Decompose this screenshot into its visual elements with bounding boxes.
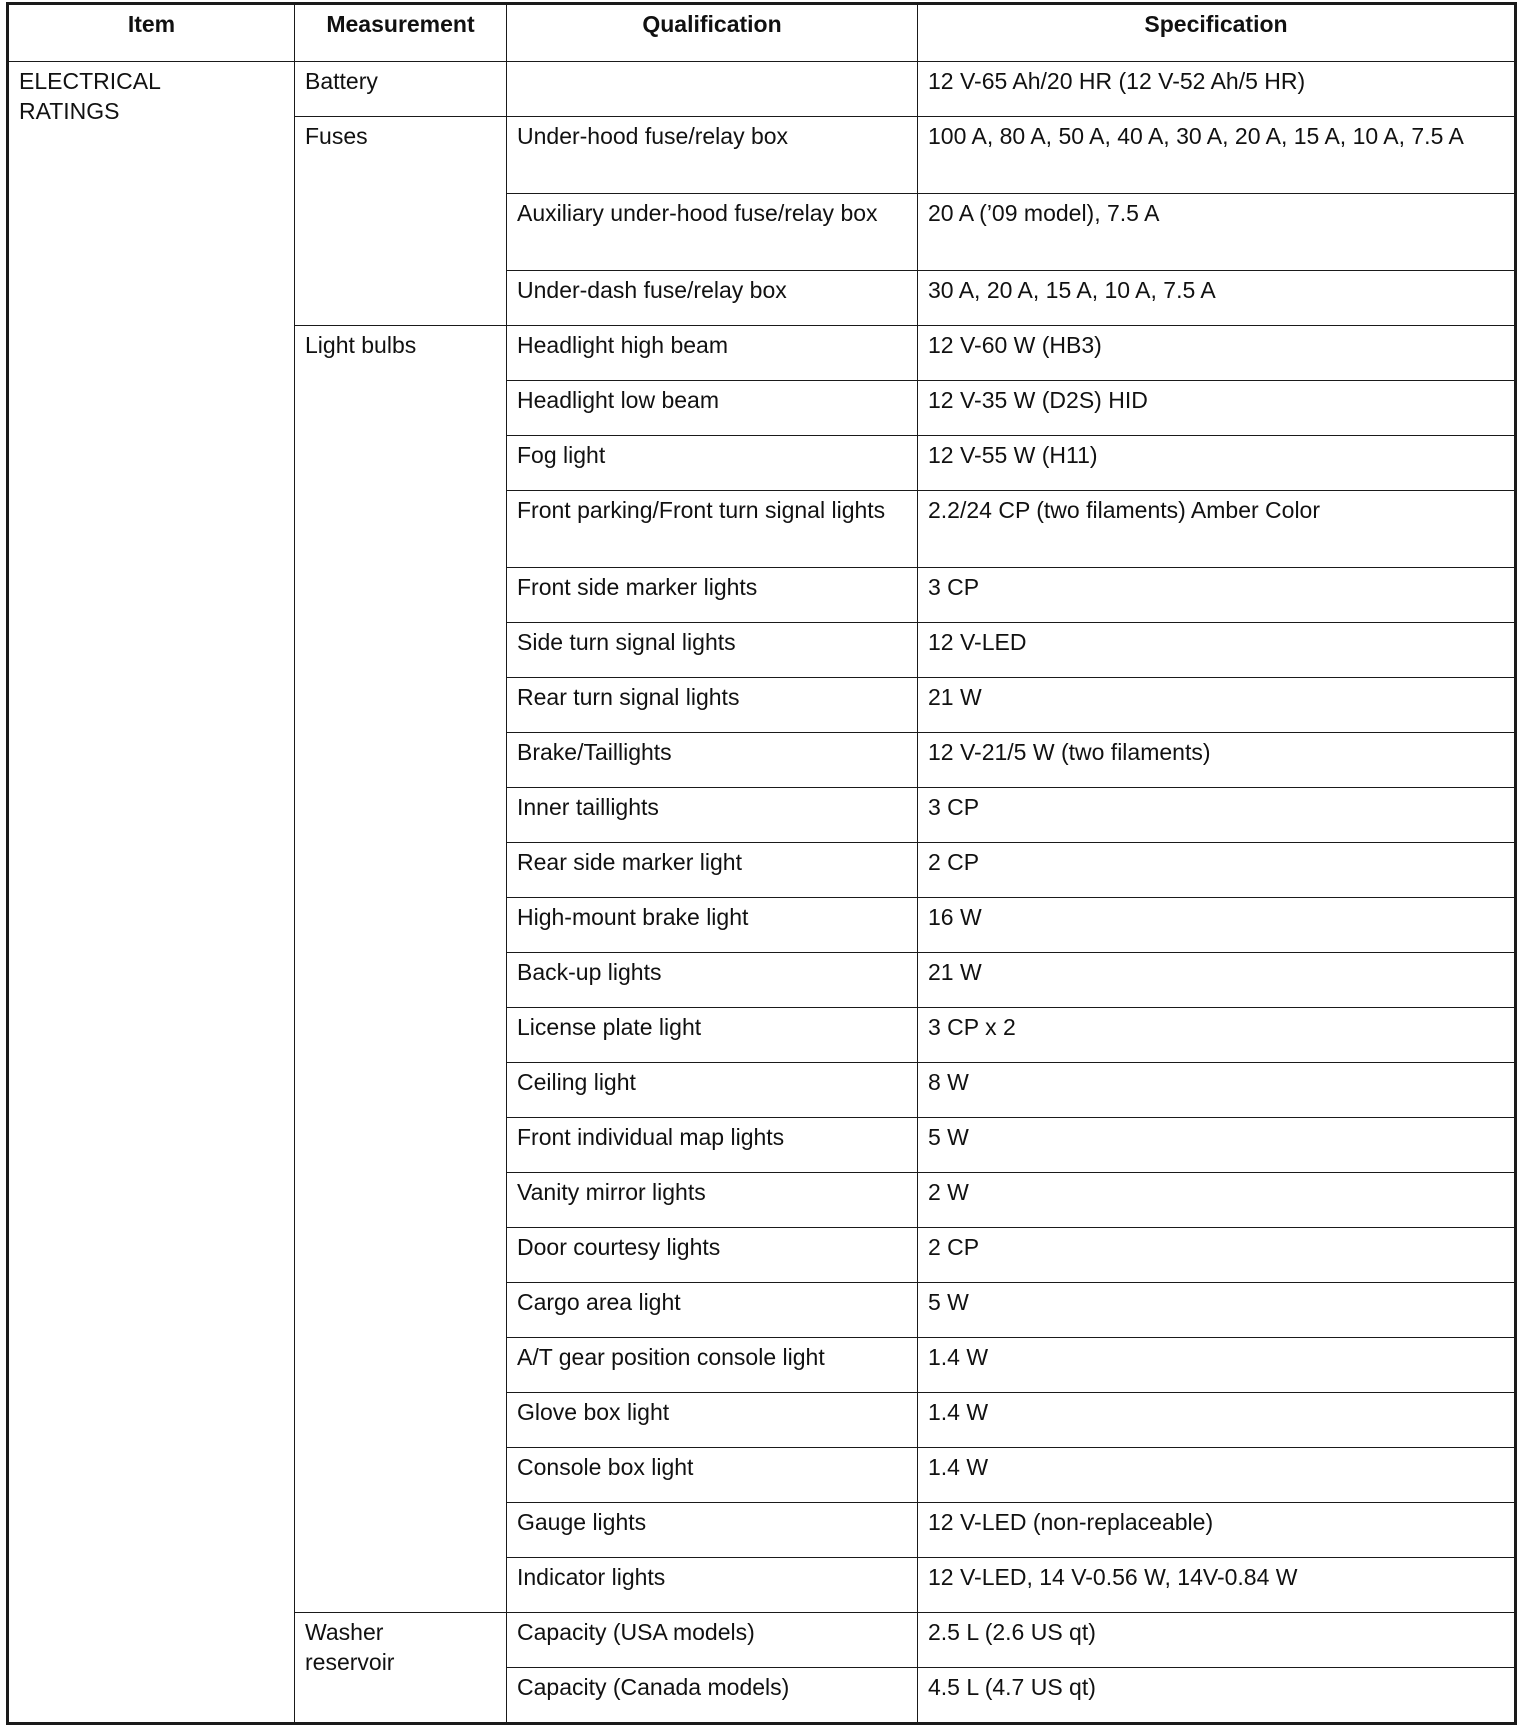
measurement-cell-battery: Battery — [295, 62, 507, 117]
specification-cell: 21 W — [918, 678, 1516, 733]
qualification-cell: Front side marker lights — [507, 568, 918, 623]
qualification-cell: Headlight low beam — [507, 381, 918, 436]
qualification-cell: Door courtesy lights — [507, 1228, 918, 1283]
specification-cell: 100 A, 80 A, 50 A, 40 A, 30 A, 20 A, 15 A, 10 A, 7.5 A — [918, 117, 1516, 194]
table-row — [8, 62, 1516, 117]
qualification-cell: Glove box light — [507, 1393, 918, 1448]
header-qualification: Qualification — [507, 4, 918, 62]
qualification-cell: Cargo area light — [507, 1283, 918, 1338]
measurement-cell-fuses: Fuses — [295, 117, 507, 326]
qualification-cell: A/T gear position console light — [507, 1338, 918, 1393]
specification-cell: 12 V-55 W (H11) — [918, 436, 1516, 491]
specification-cell: 3 CP — [918, 568, 1516, 623]
qualification-cell: Ceiling light — [507, 1063, 918, 1118]
specification-cell: 1.4 W — [918, 1393, 1516, 1448]
specification-cell: 1.4 W — [918, 1448, 1516, 1503]
measurement-cell-light-bulbs: Light bulbs — [295, 326, 507, 1613]
qualification-cell: High-mount brake light — [507, 898, 918, 953]
specification-cell: 12 V-35 W (D2S) HID — [918, 381, 1516, 436]
specification-cell: 30 A, 20 A, 15 A, 10 A, 7.5 A — [918, 271, 1516, 326]
electrical-ratings-table — [6, 2, 1517, 1725]
qualification-cell: Inner taillights — [507, 788, 918, 843]
qualification-cell: Capacity (USA models) — [507, 1613, 918, 1668]
specification-cell: 2.5 L (2.6 US qt) — [918, 1613, 1516, 1668]
specification-cell: 5 W — [918, 1283, 1516, 1338]
specification-cell: 12 V-60 W (HB3) — [918, 326, 1516, 381]
qualification-cell: Front individual map lights — [507, 1118, 918, 1173]
qualification-cell: Under-dash fuse/relay box — [507, 271, 918, 326]
measurement-cell-washer-reservoir: Washer reservoir — [295, 1613, 507, 1724]
specification-cell: 1.4 W — [918, 1338, 1516, 1393]
qualification-cell: Under-hood fuse/relay box — [507, 117, 918, 194]
qualification-cell: Headlight high beam — [507, 326, 918, 381]
qualification-cell-empty — [507, 62, 918, 117]
specification-cell: 2 W — [918, 1173, 1516, 1228]
qualification-cell: Brake/Taillights — [507, 733, 918, 788]
specification-cell: 12 V-65 Ah/20 HR (12 V-52 Ah/5 HR) — [918, 62, 1516, 117]
specification-cell: 21 W — [918, 953, 1516, 1008]
qualification-cell: Auxiliary under-hood fuse/relay box — [507, 194, 918, 271]
qualification-cell: Front parking/Front turn signal lights — [507, 491, 918, 568]
specification-cell: 12 V-LED — [918, 623, 1516, 678]
header-item: Item — [8, 4, 295, 62]
specification-cell: 2.2/24 CP (two filaments) Amber Color — [918, 491, 1516, 568]
specification-cell: 3 CP — [918, 788, 1516, 843]
qualification-cell: Back-up lights — [507, 953, 918, 1008]
specification-cell: 16 W — [918, 898, 1516, 953]
header-row — [8, 4, 1516, 62]
header-specification: Specification — [918, 4, 1516, 62]
specification-cell: 12 V-LED (non-replaceable) — [918, 1503, 1516, 1558]
specification-cell: 12 V-21/5 W (two filaments) — [918, 733, 1516, 788]
qualification-cell: Fog light — [507, 436, 918, 491]
specification-cell: 5 W — [918, 1118, 1516, 1173]
qualification-cell: Side turn signal lights — [507, 623, 918, 678]
qualification-cell: Capacity (Canada models) — [507, 1668, 918, 1724]
qualification-cell: Rear turn signal lights — [507, 678, 918, 733]
specification-cell: 12 V-LED, 14 V-0.56 W, 14V-0.84 W — [918, 1558, 1516, 1613]
specification-cell: 20 A (’09 model), 7.5 A — [918, 194, 1516, 271]
qualification-cell: Gauge lights — [507, 1503, 918, 1558]
specification-cell: 3 CP x 2 — [918, 1008, 1516, 1063]
qualification-cell: Vanity mirror lights — [507, 1173, 918, 1228]
item-cell: ELECTRICAL RATINGS — [8, 62, 295, 1724]
header-measurement: Measurement — [295, 4, 507, 62]
qualification-cell: Indicator lights — [507, 1558, 918, 1613]
qualification-cell: License plate light — [507, 1008, 918, 1063]
qualification-cell: Rear side marker light — [507, 843, 918, 898]
qualification-cell: Console box light — [507, 1448, 918, 1503]
specification-cell: 4.5 L (4.7 US qt) — [918, 1668, 1516, 1724]
specification-cell: 8 W — [918, 1063, 1516, 1118]
specification-cell: 2 CP — [918, 1228, 1516, 1283]
specification-cell: 2 CP — [918, 843, 1516, 898]
